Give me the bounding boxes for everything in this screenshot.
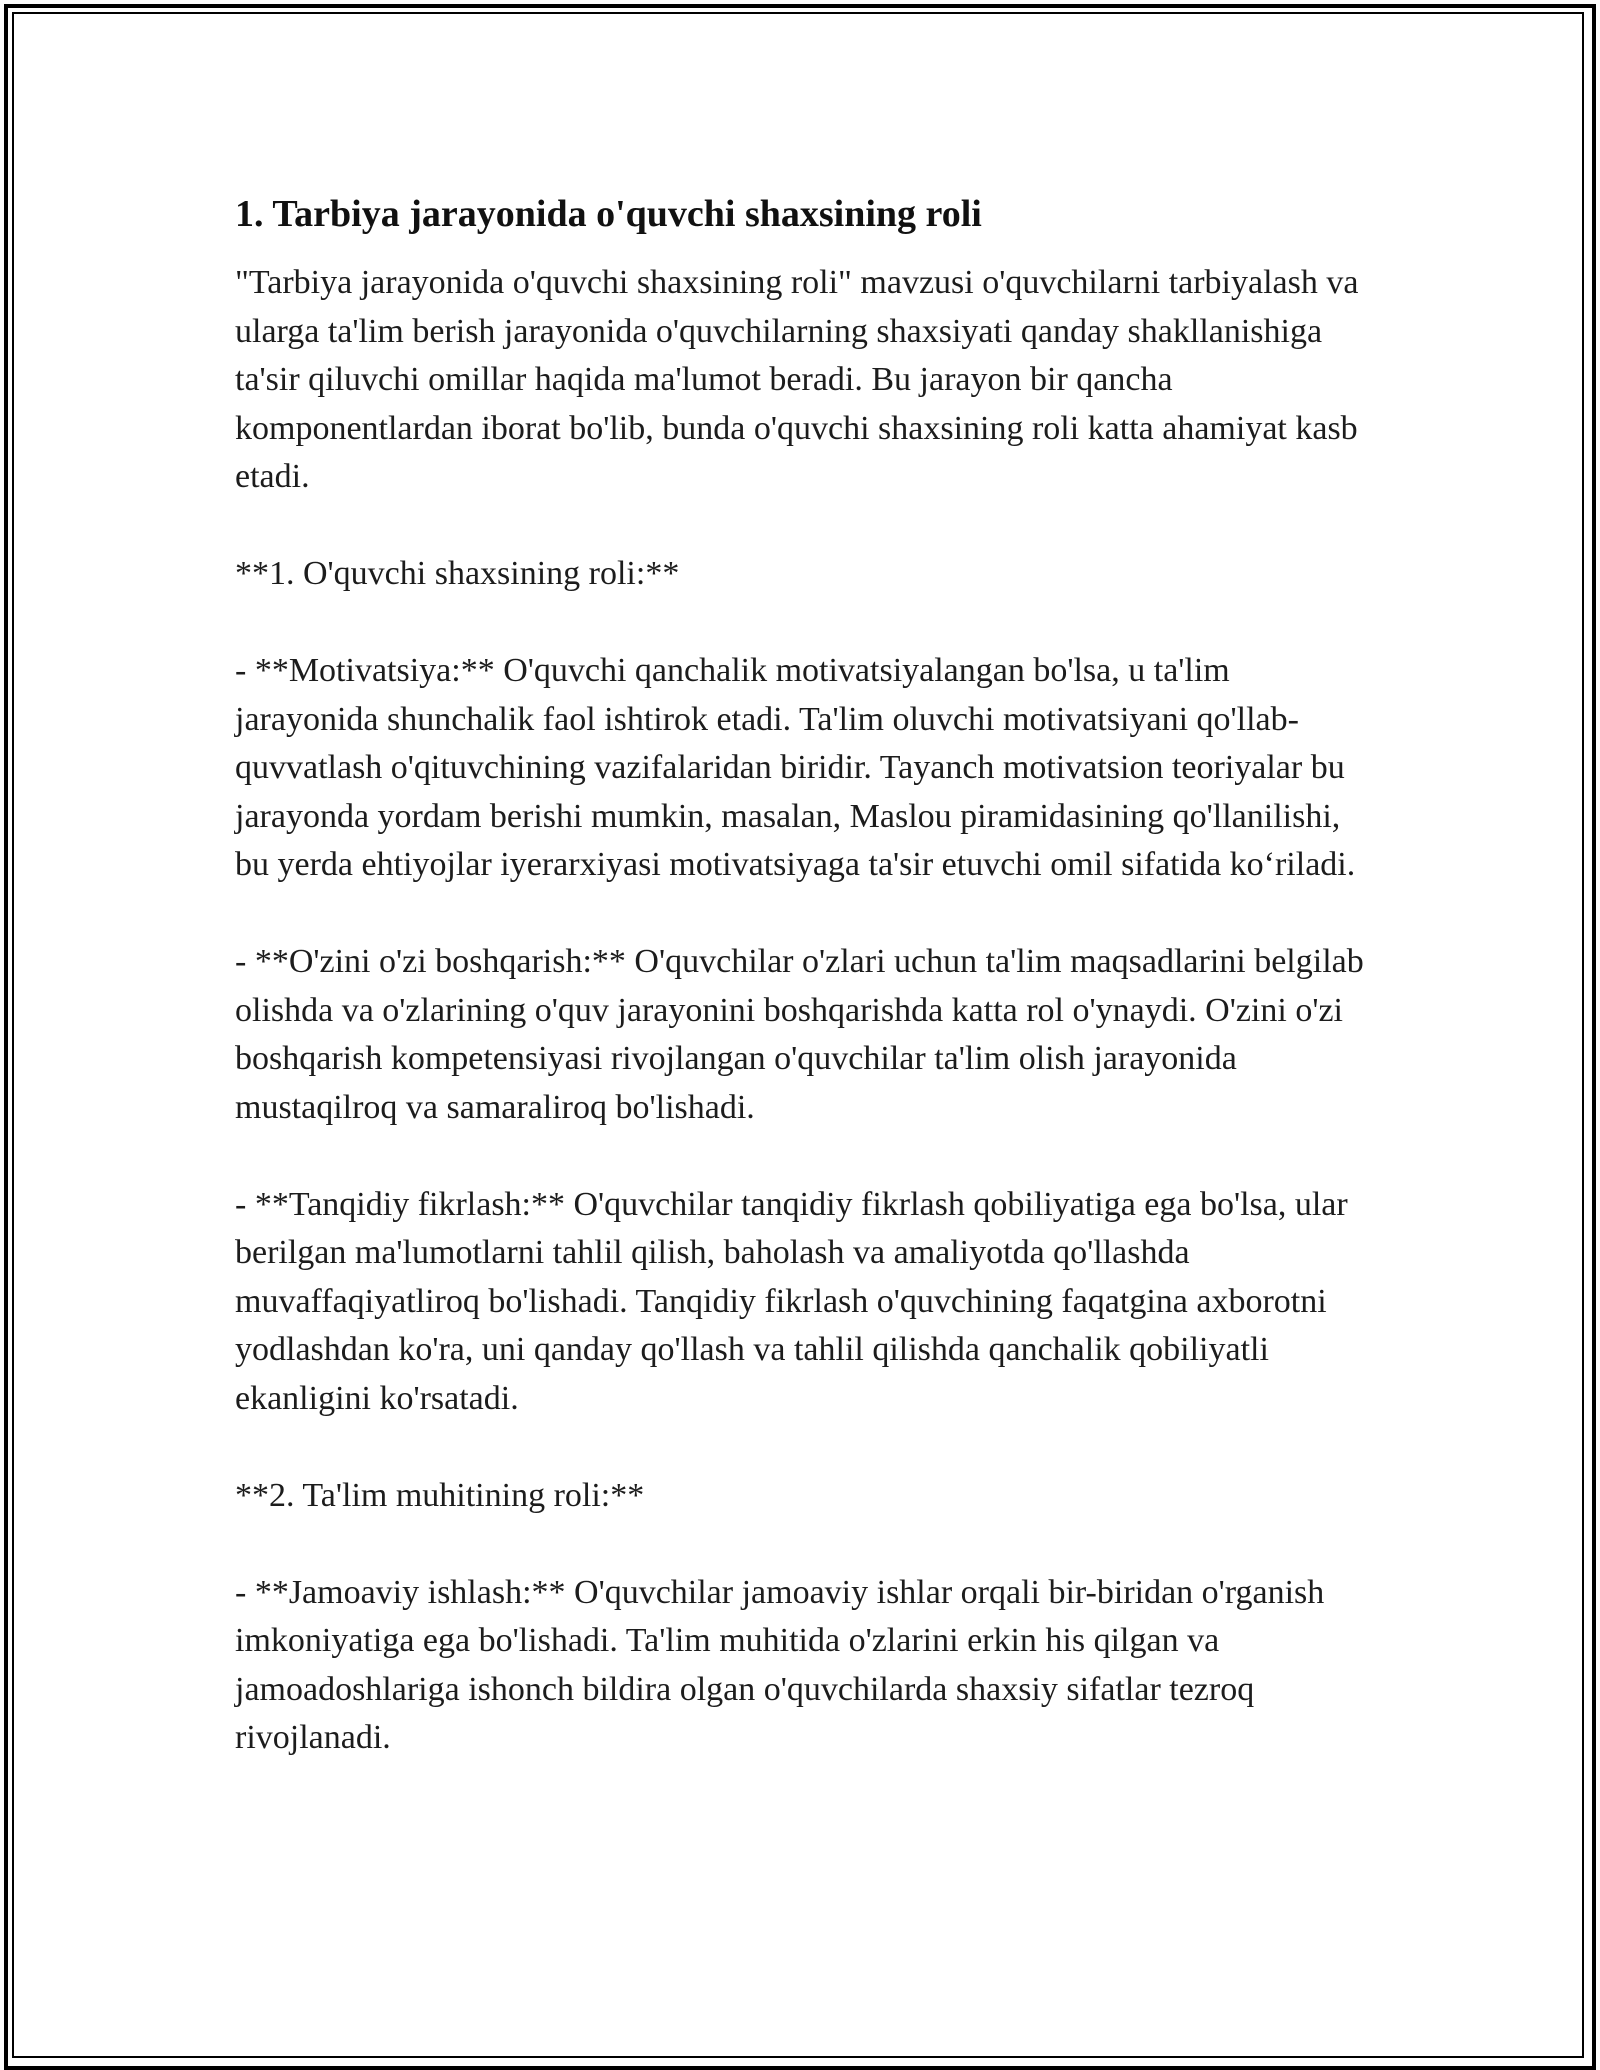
subheading-learning-environment: **2. Ta'lim muhitining roli:** (235, 1476, 645, 1514)
paragraph-teamwork: - **Jamoaviy ishlash:** O'quvchilar jamoaviy ishlar orqali bir-biridan o'rganish imkoniyatiga ega bo'lishadi. Ta'lim muhitida o'zlarini erkin his qilgan va jamoadoshlariga ishonch bildira olgan o'quvchilarda shaxsiy sifatlar tezroq rivojlanadi. (235, 1573, 1325, 1756)
intro-paragraph: "Tarbiya jarayonida o'quvchi shaxsining roli" mavzusi o'quvchilarni tarbiyalash va ularga ta'lim berish jarayonida o'quvchilarning shaxsiyati qanday shakllanishiga ta'sir qiluvchi omillar haqida ma'lumot beradi. Bu jarayon bir qancha komponentlardan iborat bo'lib, bunda o'quvchi shaxsining roli katta ahamiyat kasb etadi. (235, 264, 1359, 495)
paragraph-critical-thinking: - **Tanqidiy fikrlash:** O'quvchilar tanqidiy fikrlash qobiliyatiga ega bo'lsa, ular berilgan ma'lumotlarni tahlil qilish, baholash va amaliyotda qo'llashda muvaffaqiyatliroq bo'lishadi. Tanqidiy fikrlash o'quvchining faqatgina axborotni yodlashdan ko'ra, uni qanday qo'llash va tahlil qilishda qanchalik qobiliyatli ekanligini ko'rsatadi. (235, 1185, 1348, 1417)
subheading-student-role: **1. O'quvchi shaxsining roli:** (235, 555, 680, 592)
paragraph-motivation: - **Motivatsiya:** O'quvchi qanchalik motivatsiyalangan bo'lsa, u ta'lim jarayonida shunchalik faol ishtirok etadi. Ta'lim oluvchi motivatsiyani qo'llab-quvvatlash o'qituvchining vazifalaridan biridir. Tayanch motivatsion teoriyalar bu jarayonda yordam berishi mumkin, masalan, Maslou piramidasining qo'llanilishi, bu yerda ehtiyojlar iyerarxiyasi motivatsiyaga ta'sir etuvchi omil sifatida ko‘riladi. (235, 652, 1356, 883)
document-body (235, 188, 1375, 1763)
section-heading: 1. Tarbiya jarayonida o'quvchi shaxsining roli (235, 193, 982, 235)
paragraph-self-management: - **O'zini o'zi boshqarish:** O'quvchilar o'zlari uchun ta'lim maqsadlarini belgilab olishda va o'zlarining o'quv jarayonini boshqarishda katta rol o'ynaydi. O'zini o'zi boshqarish kompetensiyasi rivojlangan o'quvchilar ta'lim olish jarayonida mustaqilroq va samaraliroq bo'lishadi. (235, 943, 1364, 1126)
